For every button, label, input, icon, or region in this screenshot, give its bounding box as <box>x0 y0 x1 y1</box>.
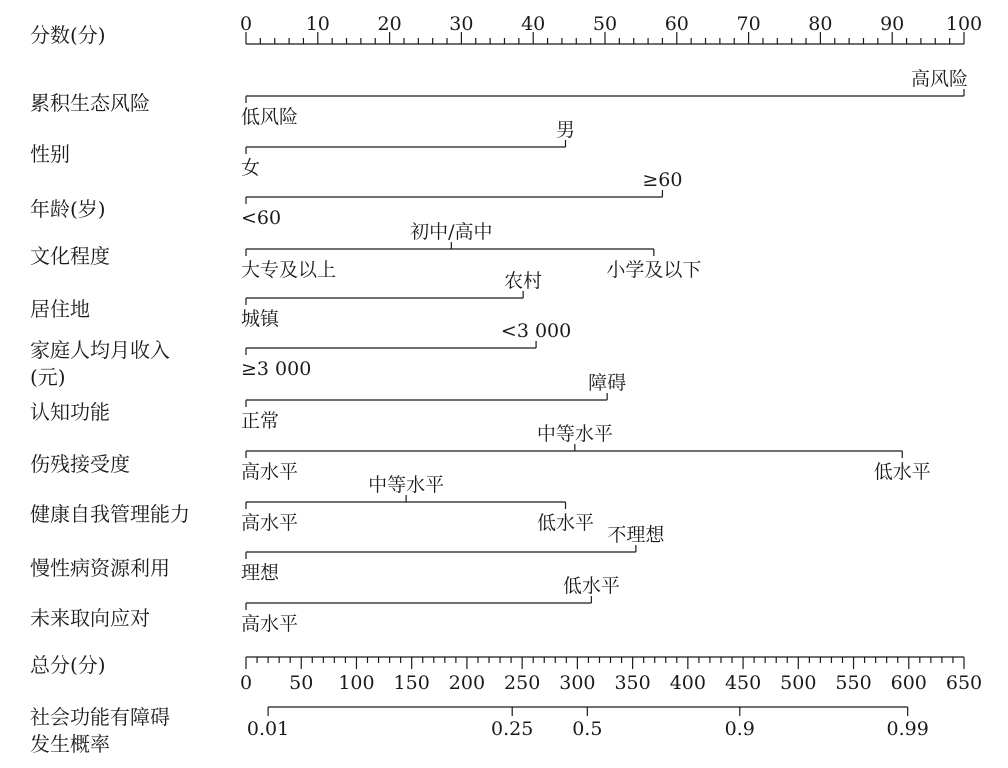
total-tick-label: 0 <box>239 672 253 694</box>
category-label: 高风险 <box>910 68 968 90</box>
total-tick-label: 450 <box>724 672 762 694</box>
predictor-gender <box>30 119 575 179</box>
category-label: 大专及以上 <box>241 259 337 281</box>
category-label: 低风险 <box>241 106 299 128</box>
category-label: 低水平 <box>562 575 620 597</box>
points-tick-label: 70 <box>736 13 761 35</box>
probability-axis-label-line-1: 社会功能有障碍 <box>30 705 170 729</box>
probability-tick-label: 0.9 <box>724 718 755 740</box>
category-label: 小学及以下 <box>606 259 702 281</box>
predictor-education <box>30 221 701 281</box>
predictor-label-cognition: 认知功能 <box>30 400 110 424</box>
probability-tick-label: 0.01 <box>246 718 290 740</box>
points-tick-label: 20 <box>377 13 402 35</box>
predictor-label-future_coping: 未来取向应对 <box>30 606 150 630</box>
points-tick-label: 80 <box>808 13 833 35</box>
category-label: 理想 <box>241 562 280 584</box>
category-label: 男 <box>556 119 576 141</box>
predictor-age <box>30 169 682 229</box>
total-tick-label: 650 <box>945 672 983 694</box>
predictor-label-disability_acceptance: 伤残接受度 <box>30 452 130 476</box>
points-tick-label: 60 <box>664 13 689 35</box>
predictor-scales-group <box>30 68 968 635</box>
total-tick-label: 600 <box>890 672 927 694</box>
probability-tick-label: 0.25 <box>491 718 534 740</box>
total-tick-label: 200 <box>448 672 486 694</box>
category-label: 高水平 <box>241 461 299 483</box>
points-tick-label: 100 <box>945 13 983 35</box>
predictor-label-income-line-2: (元) <box>30 365 66 389</box>
category-label: 低水平 <box>873 461 931 483</box>
category-label: <60 <box>241 207 282 229</box>
predictor-future_coping <box>30 575 620 635</box>
probability-tick-label: 0.5 <box>572 718 603 740</box>
points-tick-label: 30 <box>449 13 474 35</box>
points-tick-label: 0 <box>239 13 253 35</box>
category-label: 高水平 <box>241 512 299 534</box>
predictor-label-income-line-1: 家庭人均月收入 <box>30 338 170 362</box>
probability-axis-label-line-2: 发生概率 <box>30 732 110 756</box>
predictor-label-gender: 性别 <box>30 142 70 166</box>
predictor-income <box>30 320 571 389</box>
predictor-label-chronic_resource_use: 慢性病资源利用 <box>30 556 170 580</box>
total-points-axis-group <box>30 653 982 694</box>
category-label: 城镇 <box>241 308 280 330</box>
category-label: 不理想 <box>607 524 665 546</box>
total-tick-label: 150 <box>393 672 430 694</box>
probability-axis-group <box>30 705 929 756</box>
predictor-label-self_management: 健康自我管理能力 <box>30 502 190 526</box>
category-label: 低水平 <box>537 512 595 534</box>
category-label: 女 <box>241 157 261 179</box>
points-tick-label: 10 <box>305 13 330 35</box>
predictor-self_management <box>30 474 594 534</box>
category-label: 农村 <box>504 270 543 292</box>
category-label: 高水平 <box>241 613 299 635</box>
category-label: 中等水平 <box>368 474 445 496</box>
predictor-label-cumulative_eco_risk: 累积生态风险 <box>30 91 150 115</box>
predictor-label-education: 文化程度 <box>30 244 110 268</box>
points-tick-label: 50 <box>592 13 618 35</box>
total-points-axis-label: 总分(分) <box>30 653 106 677</box>
category-label: 正常 <box>241 410 280 432</box>
predictor-label-age: 年龄(岁) <box>30 197 106 221</box>
total-tick-label: 250 <box>504 672 541 694</box>
category-label: 障碍 <box>588 372 627 394</box>
probability-tick-label: 0.99 <box>886 718 929 740</box>
predictor-cumulative_eco_risk <box>30 68 968 128</box>
category-label: ≥3 000 <box>241 358 312 380</box>
points-axis-label: 分数(分) <box>30 23 106 47</box>
total-tick-label: 100 <box>338 672 375 694</box>
points-tick-label: 40 <box>521 13 546 35</box>
predictor-disability_acceptance <box>30 423 931 483</box>
total-tick-label: 50 <box>289 672 314 694</box>
total-tick-label: 350 <box>614 672 651 694</box>
category-label: 中等水平 <box>536 423 613 445</box>
category-label: ≥60 <box>642 169 683 191</box>
points-axis-group <box>30 13 982 47</box>
total-tick-label: 500 <box>780 672 817 694</box>
total-tick-label: 300 <box>559 672 596 694</box>
category-label: <3 000 <box>500 320 572 342</box>
points-tick-label: 90 <box>880 13 905 35</box>
total-tick-label: 400 <box>669 672 706 694</box>
category-label: 初中/高中 <box>410 221 493 243</box>
predictor-label-residence: 居住地 <box>30 297 90 321</box>
total-tick-label: 550 <box>835 672 872 694</box>
